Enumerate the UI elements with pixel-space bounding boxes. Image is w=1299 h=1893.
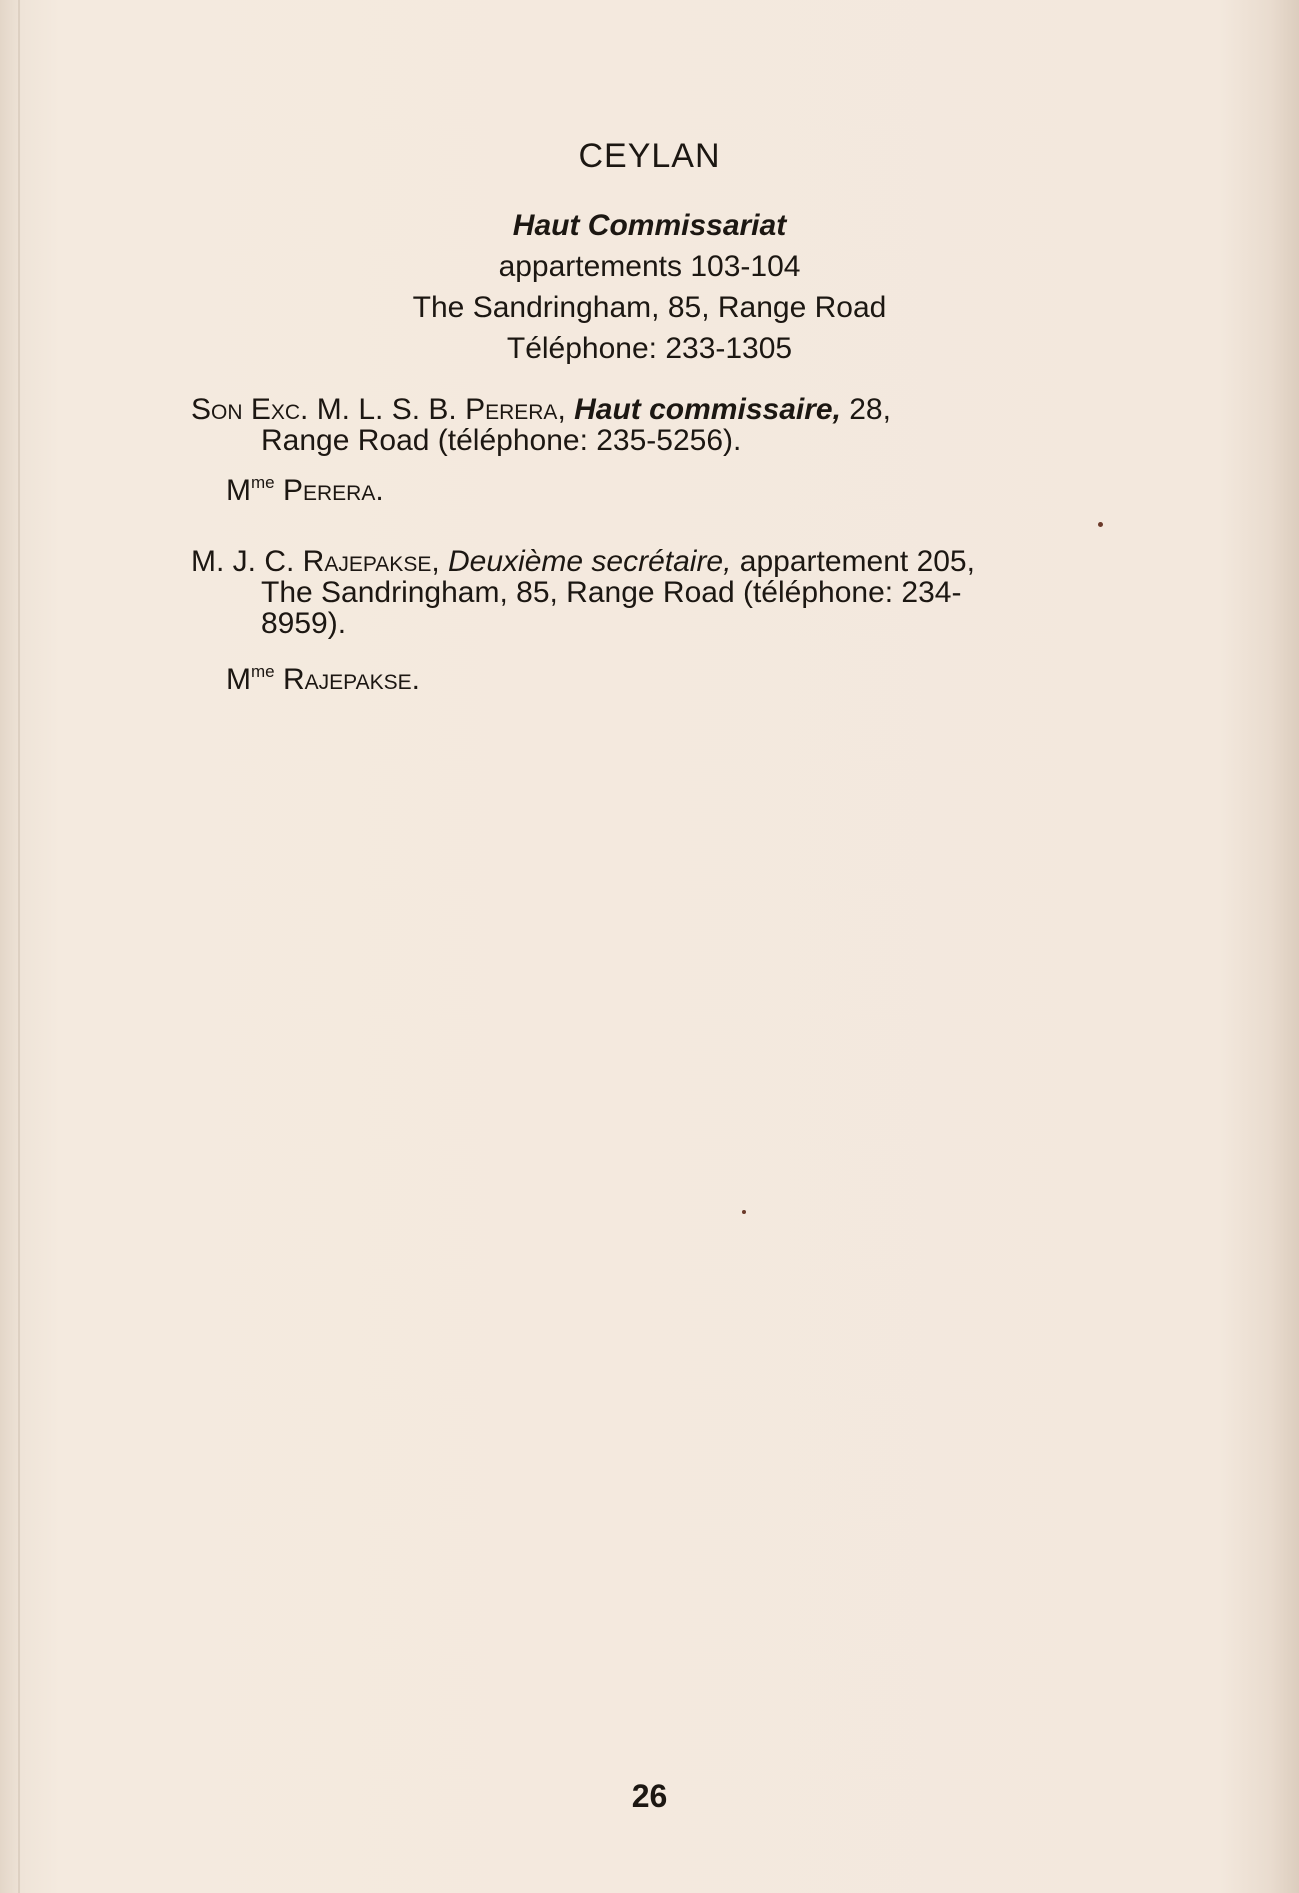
ink-mark — [1098, 522, 1103, 527]
staff-entry — [191, 546, 1091, 639]
separator: , — [431, 545, 448, 578]
ink-mark — [742, 1210, 746, 1214]
staff-address-part1: 28, — [840, 393, 891, 426]
staff-title: M. J. C. — [191, 545, 303, 578]
spouse-name: Rajepakse. — [274, 663, 420, 696]
mission-header — [0, 205, 1299, 369]
spouse-prefix-sup: me — [251, 662, 275, 681]
staff-title: Son Exc. M. L. S. B. — [191, 393, 466, 426]
staff-surname: Rajepakse — [302, 545, 432, 578]
mission-phone: Téléphone: 233-1305 — [506, 332, 793, 365]
staff-address-part2: Range Road (téléphone: 235-5256). — [261, 424, 742, 457]
separator: , — [557, 393, 575, 426]
country-heading: CEYLAN — [578, 137, 721, 175]
mission-address-line2: The Sandringham, 85, Range Road — [412, 291, 887, 324]
spouse-entry — [226, 466, 384, 508]
staff-role: Deuxième secrétaire, — [448, 545, 732, 578]
staff-surname: Perera — [465, 393, 558, 426]
page-number: 26 — [631, 1778, 668, 1814]
spouse-prefix-sup: me — [251, 473, 275, 492]
staff-address-part1: appartement 205, — [731, 545, 975, 578]
spouse-prefix: M — [226, 474, 251, 507]
staff-address-part2: The Sandringham, 85, Range Road (téléphone: 234- — [261, 576, 962, 609]
staff-address-part3: 8959). — [261, 607, 347, 640]
staff-role: Haut commissaire, — [574, 393, 841, 426]
spouse-entry — [226, 655, 420, 697]
staff-entry — [191, 394, 1091, 456]
mission-address-line1: appartements 103-104 — [498, 250, 801, 283]
spouse-name: Perera. — [274, 474, 384, 507]
mission-type: Haut Commissariat — [512, 209, 787, 242]
spouse-prefix: M — [226, 663, 251, 696]
